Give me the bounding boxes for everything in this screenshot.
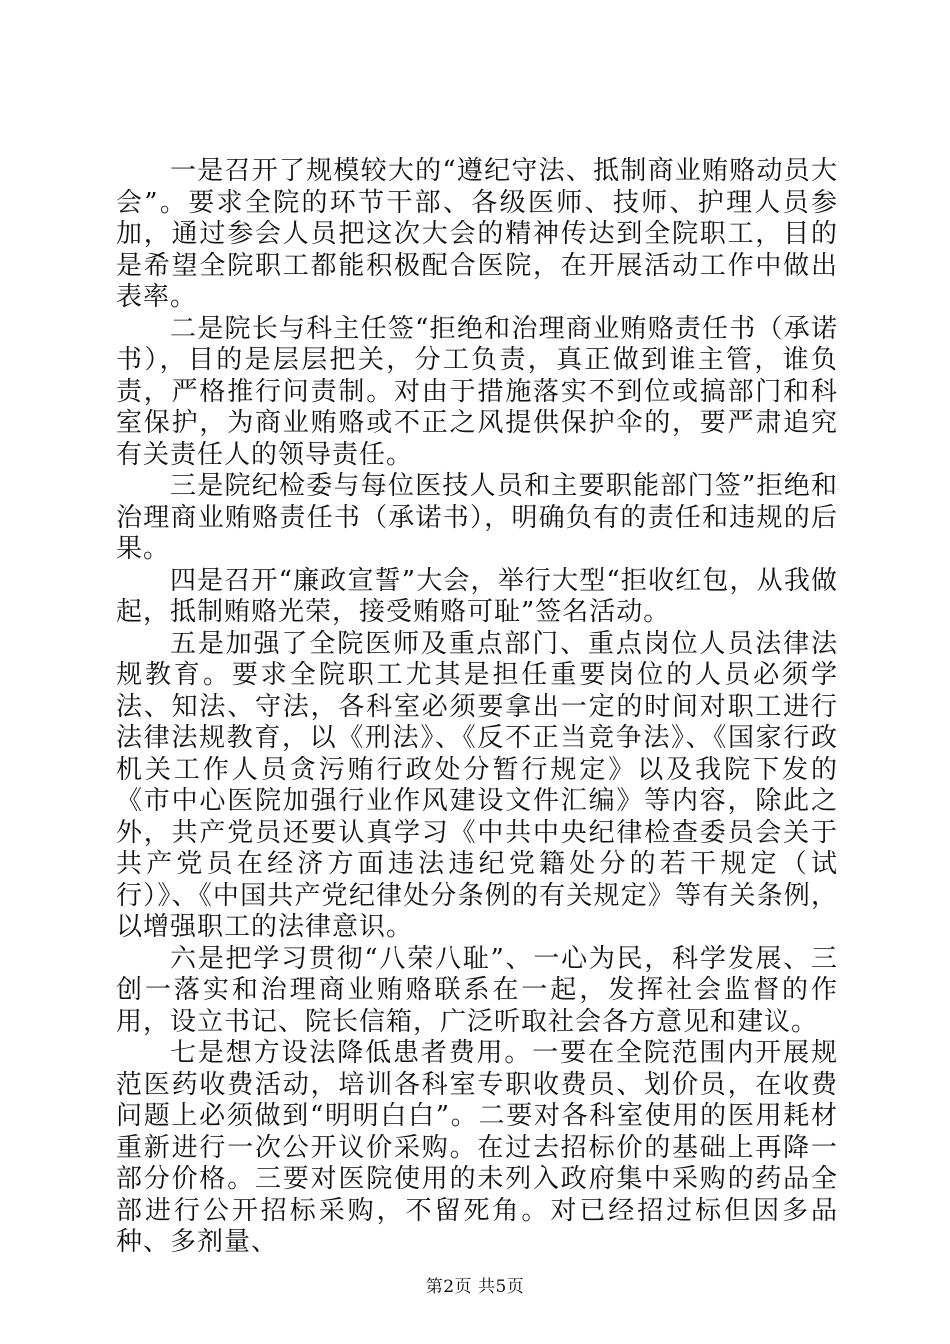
paragraph-2: 二是院长与科主任签“拒绝和治理商业贿赂责任书（承诺书），目的是层层把关，分工负责，真正做到谁主管，谁负责，严格推行问责制。对由于措施落实不到位或搞部门和科室保护，为商业贿赂或不正之风提供保护伞的，要严肃追究有关责任人的领导责任。 [116, 313, 838, 470]
paragraph-6: 六是把学习贯彻“八荣八耻”、一心为民，科学发展、三创一落实和治理商业贿赂联系在一起，发挥社会监督的作用，设立书记、院长信箱，广泛听取社会各方意见和建议。 [116, 943, 838, 1037]
document-body [116, 156, 838, 1259]
paragraph-3: 三是院纪检委与每位医技人员和主要职能部门签”拒绝和治理商业贿赂责任书（承诺书），明确负有的责任和违规的后果。 [116, 471, 838, 564]
paragraph-7: 七是想方设法降低患者费用。一要在全院范围内开展规范医药收费活动，培训各科室专职收费员、划价员，在收费问题上必须做到“明明白白”。二要对各科室使用的医用耗材重新进行一次公开议价采购。在过去招标价的基础上再降一部分价格。三要对医院使用的未列入政府集中采购的药品全部进行公开招标采购，不留死角。对已经招过标但因多品种、多剂量、 [116, 1038, 838, 1257]
paragraph-1: 一是召开了规模较大的“遵纪守法、抵制商业贿赂动员大会”。要求全院的环节干部、各级医师、技师、护理人员参加，通过参会人员把这次大会的精神传达到全院职工，目的是希望全院职工都能积极配合医院，在开展活动工作中做出表率。 [116, 156, 838, 312]
page-number-footer: 第2页 共5页 [425, 1277, 525, 1297]
paragraph-4: 四是召开“廉政宣誓”大会，举行大型“拒收红包，从我做起，抵制贿赂光荣，接受贿赂可耻”签名活动。 [116, 565, 838, 627]
paragraph-5: 五是加强了全院医师及重点部门、重点岗位人员法律法规教育。要求全院职工尤其是担任重要岗位的人员必须学法、知法、守法，各科室必须要拿出一定的时间对职工进行法律法规教育，以《刑法》、《反不正当竞争法》、《国家行政机关工作人员贪污贿行政处分暂行规定》以及我院下发的《市中心医院加强行业作风建设文件汇编》等内容，除此之外，共产党员还要认真学习《中共中央纪律检查委员会关于共产党员在经济方面违法违纪党籍处分的若干规定（试行）》、《中国共产党纪律处分条例的有关规定》等有关条例，以增强职工的法律意识。 [116, 628, 838, 942]
